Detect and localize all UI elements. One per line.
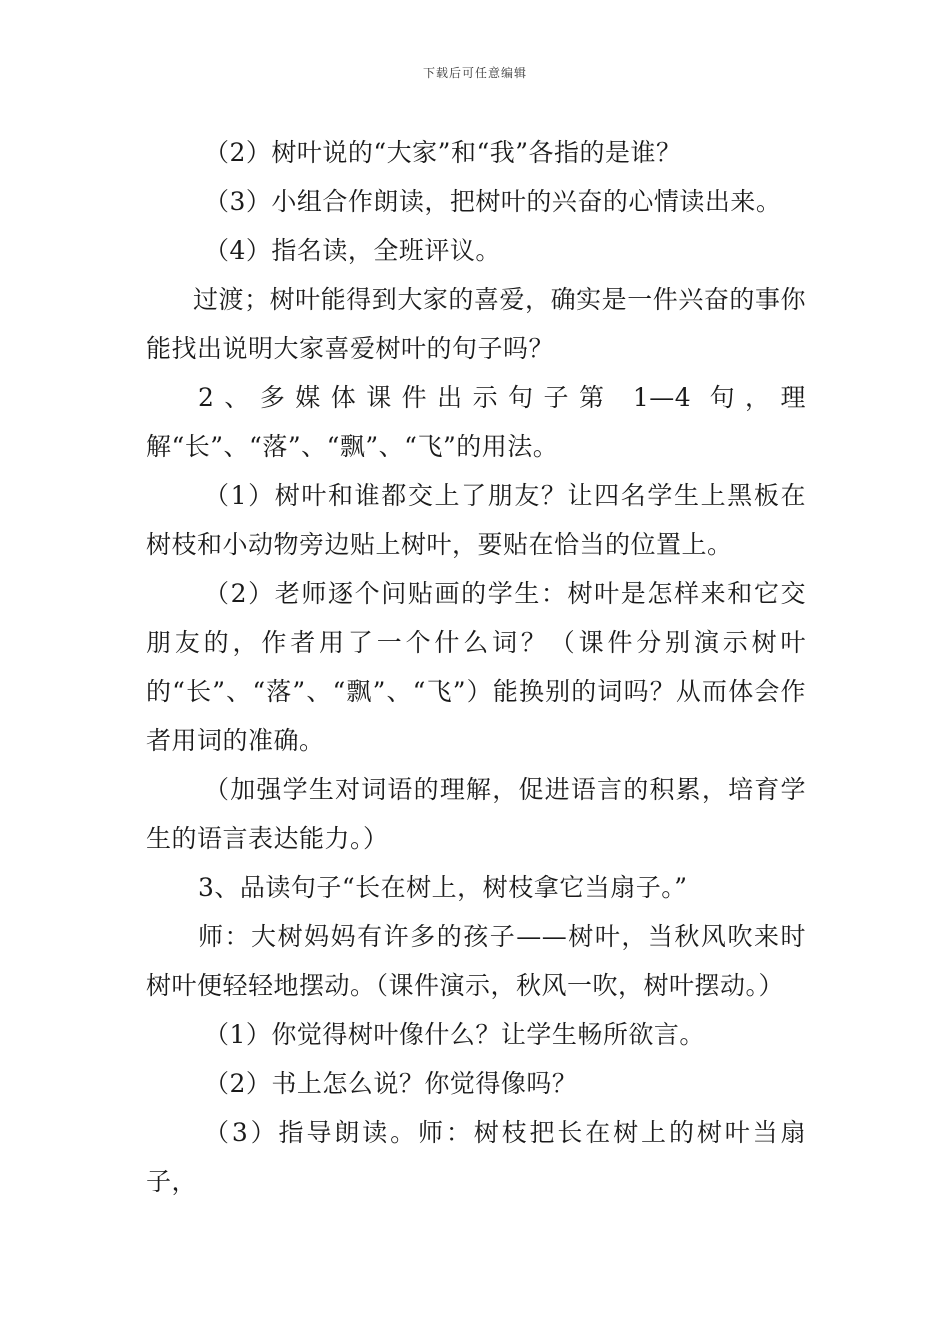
paragraph: （3）小组合作朗读，把树叶的兴奋的心情读出来。 <box>204 187 782 216</box>
paragraph: （4）指名读，全班评议。 <box>204 236 501 265</box>
paragraph: （2）老师逐个问贴画的学生：树叶是怎样来和它交朋友的，作者用了一个什么词？（课件分别演示树叶的“长”、“落”、“飘”、“飞”）能换别的词吗？从而体会作者用词的准确。 <box>146 579 806 755</box>
paragraph: （1）树叶和谁都交上了朋友？让四名学生上黑板在树枝和小动物旁边贴上树叶，要贴在恰当的位置上。 <box>146 481 806 559</box>
paragraph: （2）树叶说的“大家”和“我”各指的是谁？ <box>204 138 682 167</box>
paragraph: （1）你觉得树叶像什么？让学生畅所欲言。 <box>204 1020 705 1049</box>
paragraph: （3）指导朗读。师：树枝把长在树上的树叶当扇子， <box>146 1118 806 1196</box>
paragraph: 师：大树妈妈有许多的孩子——树叶，当秋风吹来时树叶便轻轻地摆动。（课件演示，秋风一吹，树叶摆动。） <box>146 922 806 1000</box>
page-header: 下载后可任意编辑 <box>422 66 527 80</box>
paragraph: 2、多媒体课件出示句子第 1—4 句，理解“长”、“落”、“飘”、“飞”的用法。 <box>146 383 806 461</box>
document-body <box>146 128 806 1206</box>
paragraph: （2）书上怎么说？你觉得像吗？ <box>204 1069 578 1098</box>
paragraph: 过渡；树叶能得到大家的喜爱，确实是一件兴奋的事你能找出说明大家喜爱树叶的句子吗？ <box>146 285 806 363</box>
paragraph: （加强学生对词语的理解，促进语言的积累，培育学生的语言表达能力。） <box>146 775 806 853</box>
paragraph: 3、品读句子“长在树上，树枝拿它当扇子。” <box>198 873 688 902</box>
